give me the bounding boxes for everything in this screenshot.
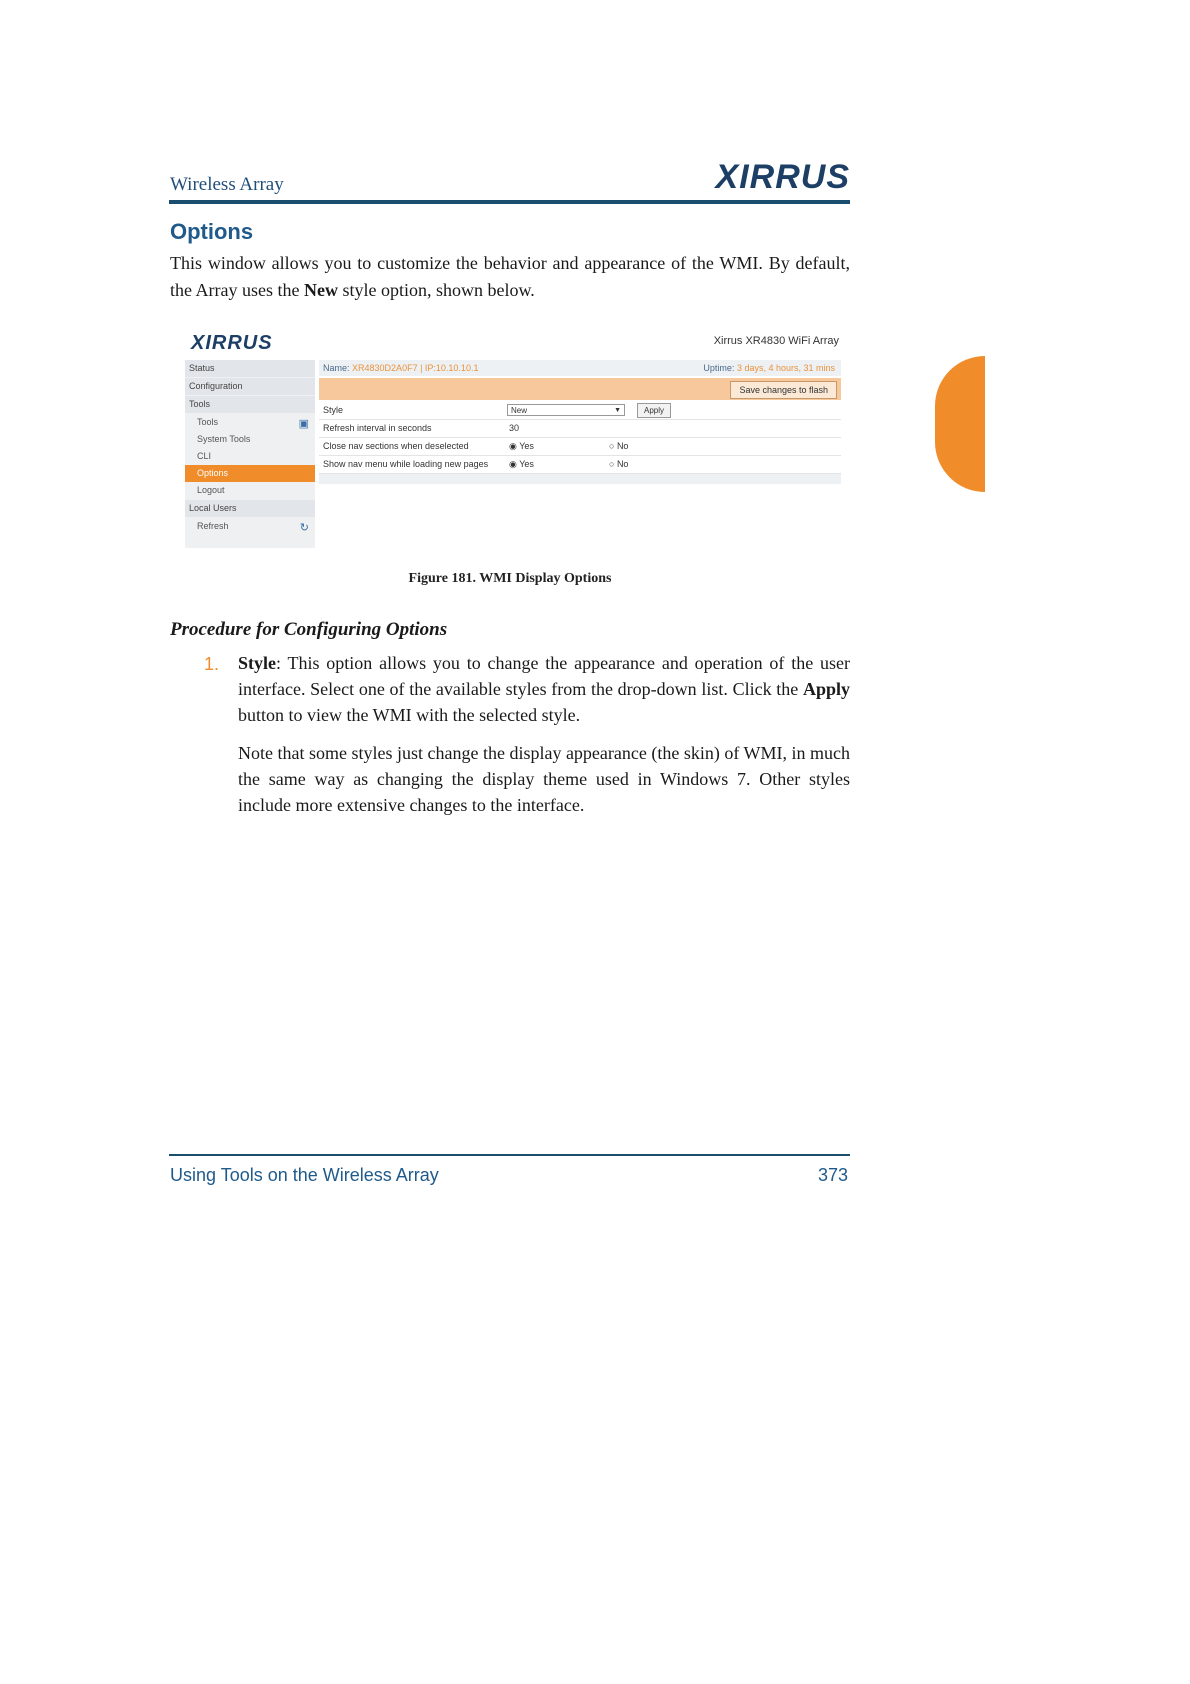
running-header-title: Wireless Array bbox=[170, 174, 284, 195]
close-nav-no-radio[interactable]: ○ No bbox=[609, 441, 629, 451]
wmi-nav-panel bbox=[185, 360, 315, 548]
apply-button[interactable]: Apply bbox=[637, 403, 671, 418]
figure-caption: Figure 181. WMI Display Options bbox=[408, 571, 612, 586]
page-number: 373 bbox=[817, 1165, 848, 1185]
intro-paragraph: This window allows you to customize the behavior and appearance of the WMI. By default, the Array uses the New style option, shown below. bbox=[170, 253, 850, 300]
nav-item-tools-sub[interactable]: Tools ▣ bbox=[185, 414, 315, 431]
nav-item-user-manager[interactable]: Local Users bbox=[185, 500, 315, 517]
show-nav-yes-radio[interactable]: ◉ Yes bbox=[509, 459, 534, 469]
action-bar bbox=[319, 378, 841, 400]
nav-item-options[interactable]: Options bbox=[185, 465, 315, 482]
style-select[interactable]: New ▼ bbox=[507, 404, 625, 416]
footer-chapter-title: Using Tools on the Wireless Array bbox=[170, 1165, 439, 1185]
section-heading: Options bbox=[170, 219, 254, 244]
note-paragraph: Note that some styles just change the display appearance (the skin) of WMI, in much the same way as changing the display theme used in Windows 7. Other styles include more extensive changes to the interface. bbox=[238, 743, 850, 815]
table-footer-bar bbox=[319, 474, 841, 484]
nav-item-cli[interactable]: CLI bbox=[197, 451, 212, 461]
show-nav-label: Show nav menu while loading new pages bbox=[323, 459, 489, 469]
procedure-heading: Procedure for Configuring Options bbox=[170, 619, 448, 640]
wmi-options-screenshot bbox=[185, 326, 841, 552]
table-row bbox=[319, 402, 841, 420]
array-uptime: Uptime: 3 days, 4 hours, 31 mins bbox=[703, 363, 835, 373]
disk-icon: ▣ bbox=[298, 418, 309, 430]
close-nav-label: Close nav sections when deselected bbox=[323, 441, 469, 451]
array-name: Name: XR4830D2A0F7 | IP:10.10.10.1 bbox=[323, 363, 479, 373]
close-nav-yes-radio[interactable]: ◉ Yes bbox=[509, 441, 534, 451]
table-row bbox=[319, 420, 841, 438]
chapter-side-tab bbox=[935, 356, 985, 492]
screenshot-xirrus-logo: XIRRUS bbox=[191, 332, 273, 354]
nav-item-status[interactable]: Status bbox=[185, 360, 315, 377]
refresh-interval-label: Refresh interval in seconds bbox=[323, 423, 432, 433]
nav-item-logout[interactable]: Logout bbox=[197, 485, 225, 495]
refresh-icon: ↻ bbox=[299, 522, 309, 534]
save-to-flash-button[interactable]: Save changes to flash bbox=[730, 381, 837, 399]
refresh-interval-input[interactable]: 30 bbox=[509, 423, 520, 433]
nav-item-system-tools[interactable]: System Tools bbox=[197, 434, 251, 444]
table-row bbox=[319, 456, 841, 474]
footer-rule bbox=[169, 1154, 850, 1156]
chevron-down-icon: ▼ bbox=[614, 407, 621, 414]
nav-item-configuration[interactable]: Configuration bbox=[185, 378, 315, 395]
status-info-bar bbox=[319, 360, 841, 376]
header-rule bbox=[169, 200, 850, 204]
step-paragraph: Style: This option allows you to change the appearance and operation of the user interface. Select one of the available styles from the drop-down list. Click the Apply button to view the WMI with the selected style. bbox=[238, 653, 850, 725]
xirrus-logo: XIRRUS bbox=[715, 158, 850, 196]
show-nav-no-radio[interactable]: ○ No bbox=[609, 459, 629, 469]
product-name: Xirrus XR4830 WiFi Array bbox=[713, 335, 839, 347]
nav-item-tools[interactable]: Tools bbox=[185, 396, 315, 413]
table-row bbox=[319, 438, 841, 456]
step-number: 1. bbox=[204, 654, 220, 674]
style-label: Style bbox=[323, 405, 344, 415]
nav-item-refresh[interactable]: Refresh ↻ bbox=[185, 518, 315, 535]
